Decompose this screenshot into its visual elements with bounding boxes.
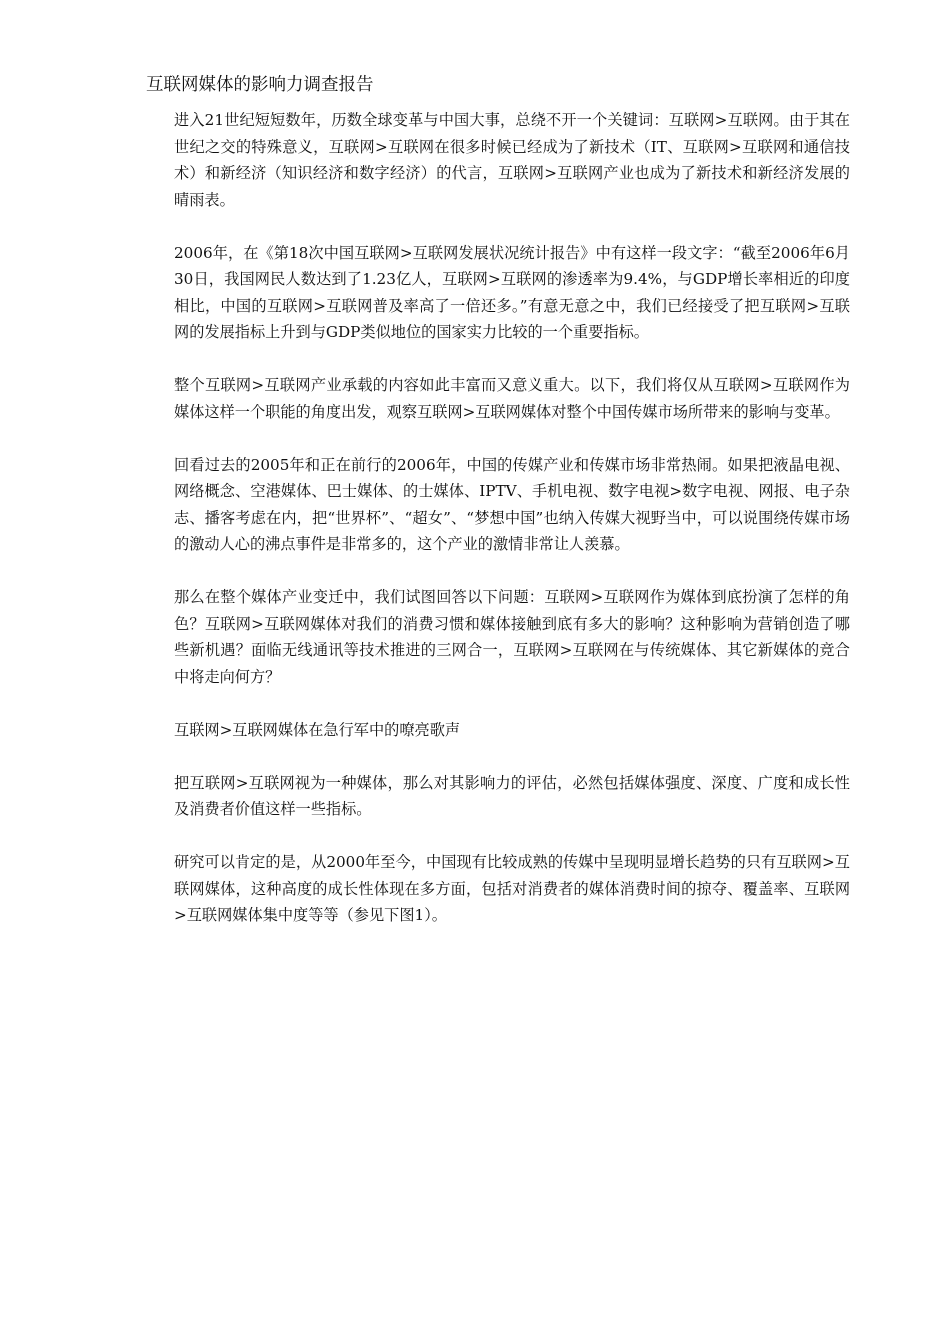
paragraph-media-market: 回看过去的2005年和正在前行的2006年，中国的传媒产业和传媒市场非常热闹。如果把液晶电视、网络概念、空港媒体、巴士媒体、的士媒体、IPTV、手机电视、数字电视>数字电视、网报、电子杂志、播客考虑在内，把“世界杯”、“超女”、“梦想中国”也纳入传媒大视野当中，可以说围绕传媒市场的激动人心的沸点事件是非常多的，这个产业的激情非常让人羡慕。: [174, 455, 850, 553]
paragraph-2006-report: 2006年，在《第18次中国互联网>互联网发展状况统计报告》中有这样一段文字：“截至2006年6月30日，我国网民人数达到了1.23亿人，互联网>互联网的渗透率为9.4%，与GDP增长率相近的印度相比，中国的互联网>互联网普及率高了一倍还多。”有意无意之中，我们已经接受了把互联网>互联网的发展指标上升到与GDP类似地位的国家实力比较的一个重要指标。: [174, 243, 850, 341]
paragraph-growth: 研究可以肯定的是，从2000年至今，中国现有比较成熟的传媒中呈现明显增长趋势的只有互联网>互联网媒体，这种高度的成长性体现在多方面，包括对消费者的媒体消费时间的掠夺、覆盖率、互联网>互联网媒体集中度等等（参见下图1）。: [174, 853, 850, 924]
section-heading: 互联网>互联网媒体在急行军中的嘹亮歌声: [174, 720, 461, 739]
paragraph-questions: 那么在整个媒体产业变迁中，我们试图回答以下问题：互联网>互联网作为媒体到底扮演了怎样的角色？互联网>互联网媒体对我们的消费习惯和媒体接触到底有多大的影响？这种影响为营销创造了哪些新机遇？面临无线通讯等技术推进的三网合一，互联网>互联网在与传统媒体、其它新媒体的竞合中将走向何方？: [174, 588, 850, 686]
document-title: 互联网媒体的影响力调查报告: [146, 75, 374, 95]
document-body: [174, 107, 850, 929]
paragraph-industry-scope: 整个互联网>互联网产业承载的内容如此丰富而又意义重大。以下，我们将仅从互联网>互联网作为媒体这样一个职能的角度出发，观察互联网>互联网媒体对整个中国传媒市场所带来的影响与变革。: [174, 376, 850, 421]
paragraph-evaluation: 把互联网>互联网视为一种媒体，那么对其影响力的评估，必然包括媒体强度、深度、广度和成长性及消费者价值这样一些指标。: [174, 773, 850, 818]
paragraph-intro: 进入21世纪短短数年，历数全球变革与中国大事，总绕不开一个关键词：互联网>互联网。由于其在世纪之交的特殊意义，互联网>互联网在很多时候已经成为了新技术（IT、互联网>互联网和通信技术）和新经济（知识经济和数字经济）的代言，互联网>互联网产业也成为了新技术和新经济发展的晴雨表。: [174, 111, 850, 209]
